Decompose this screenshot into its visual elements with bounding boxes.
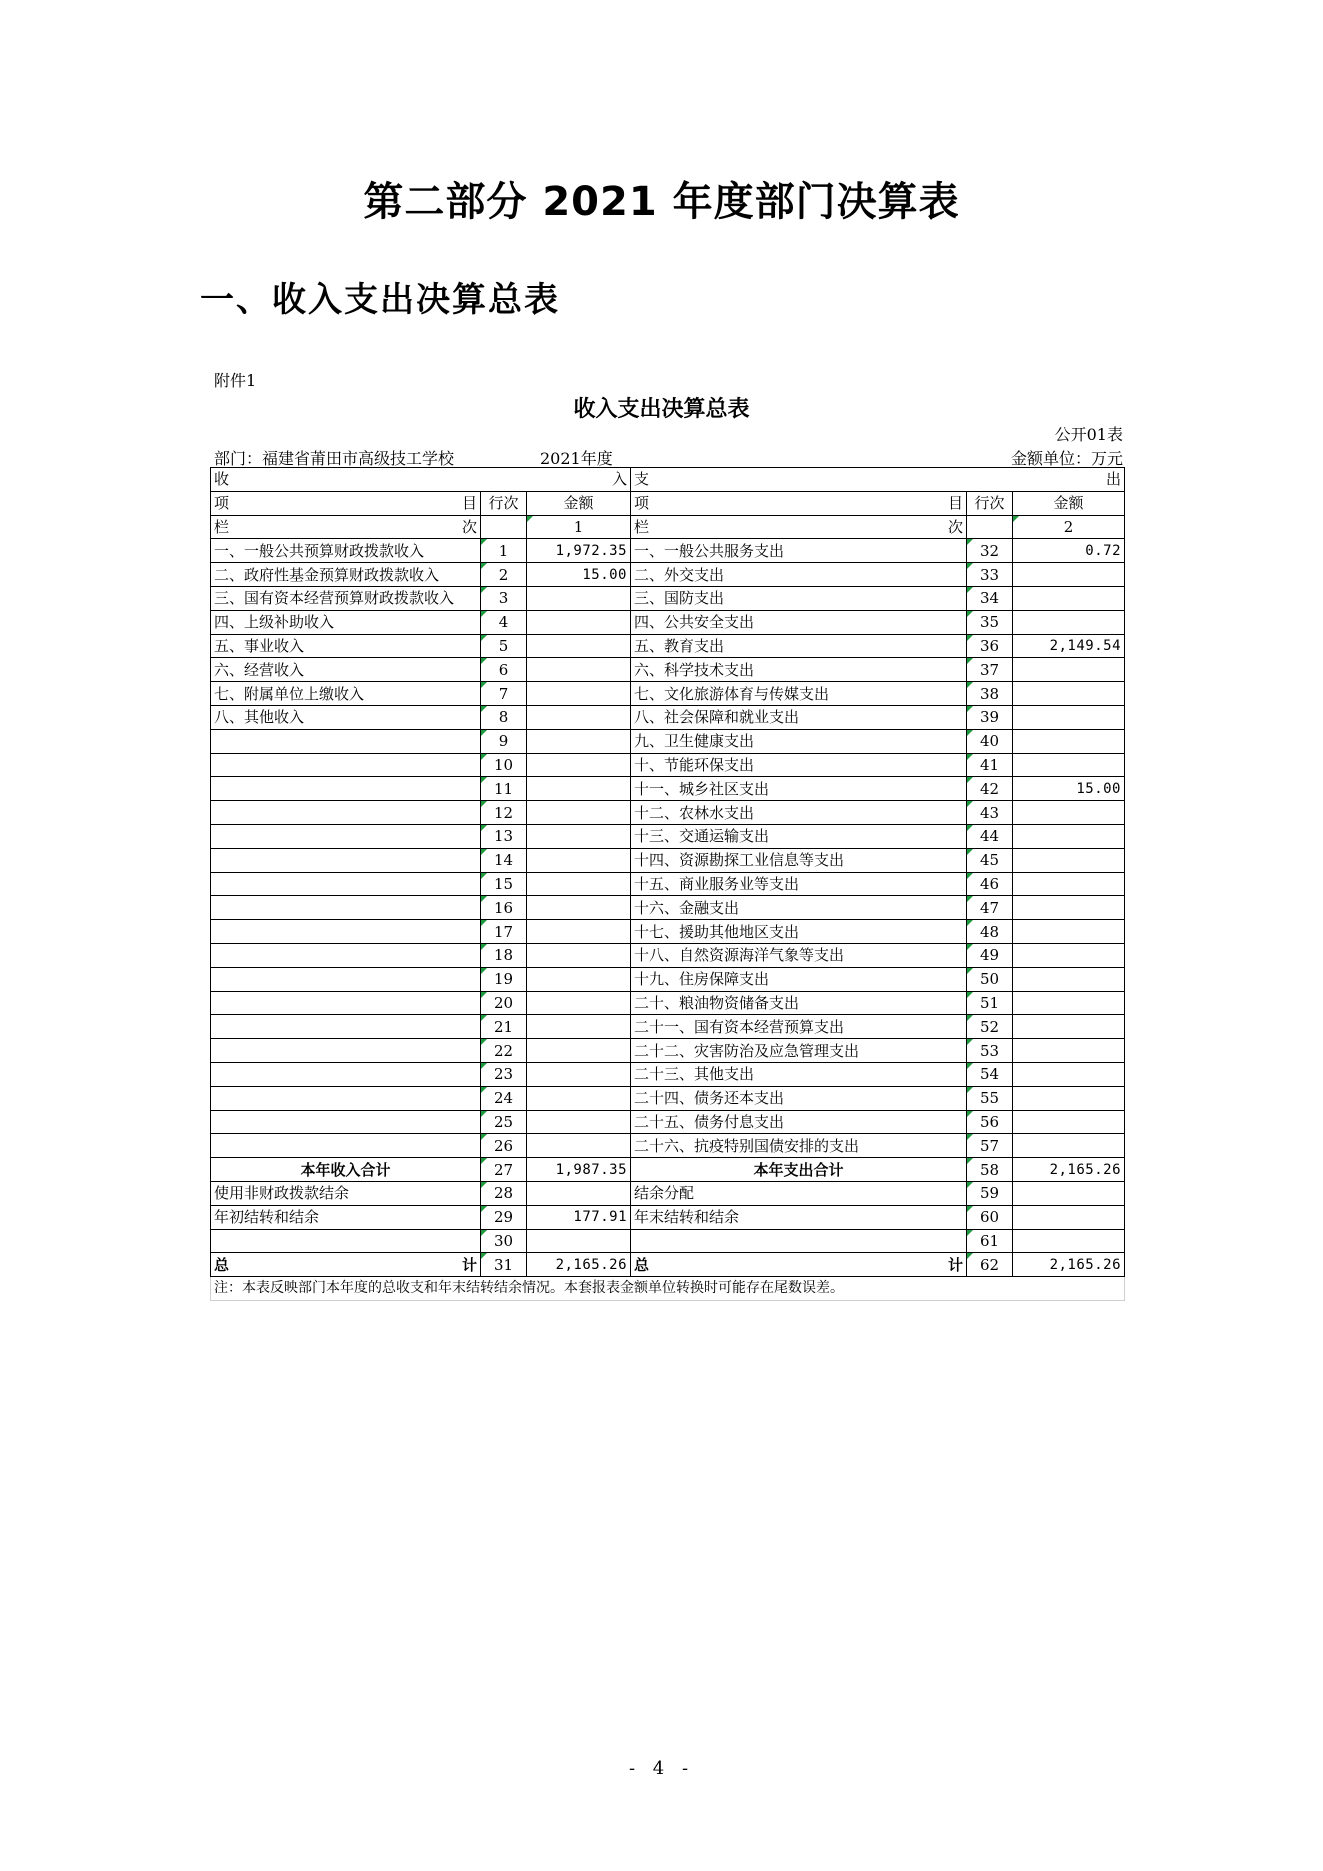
income-row-no: 12 bbox=[481, 801, 527, 825]
income-total-amount: 2,165.26 bbox=[527, 1253, 631, 1277]
income-amount bbox=[527, 801, 631, 825]
item-right-char: 目 bbox=[947, 494, 963, 513]
income-total-row-no: 31 bbox=[481, 1253, 527, 1277]
income-item-label: 五、事业收入 bbox=[211, 634, 481, 658]
expense-item-label: 本年支出合计 bbox=[631, 1158, 967, 1182]
expense-row-no: 61 bbox=[967, 1229, 1013, 1253]
table-row bbox=[211, 1229, 1125, 1253]
income-item-label bbox=[211, 777, 481, 801]
expense-item-label: 十一、城乡社区支出 bbox=[631, 777, 967, 801]
income-item-label: 四、上级补助收入 bbox=[211, 610, 481, 634]
income-row-no: 8 bbox=[481, 705, 527, 729]
form-number: 公开01表 bbox=[1054, 425, 1123, 444]
expense-item-label: 二十六、抗疫特别国债安排的支出 bbox=[631, 1134, 967, 1158]
income-item-label bbox=[211, 967, 481, 991]
expense-item-label: 三、国防支出 bbox=[631, 586, 967, 610]
income-amount bbox=[527, 705, 631, 729]
income-amount bbox=[527, 824, 631, 848]
expense-amount bbox=[1013, 705, 1125, 729]
income-amount bbox=[527, 943, 631, 967]
expense-item-label: 十、节能环保支出 bbox=[631, 753, 967, 777]
income-amount bbox=[527, 920, 631, 944]
income-amount bbox=[527, 848, 631, 872]
income-item-label bbox=[211, 872, 481, 896]
column-right-char: 次 bbox=[461, 517, 477, 536]
expense-amount bbox=[1013, 967, 1125, 991]
expense-item-label: 二十五、债务付息支出 bbox=[631, 1110, 967, 1134]
expense-item-label: 十九、住房保障支出 bbox=[631, 967, 967, 991]
expense-item-label: 一、一般公共服务支出 bbox=[631, 539, 967, 563]
total-right-char: 计 bbox=[461, 1255, 477, 1274]
income-section-header bbox=[211, 468, 631, 492]
expense-amount bbox=[1013, 658, 1125, 682]
income-amount: 177.91 bbox=[527, 1205, 631, 1229]
income-row-no: 16 bbox=[481, 896, 527, 920]
income-row-no: 21 bbox=[481, 1015, 527, 1039]
expense-row-no: 59 bbox=[967, 1181, 1013, 1205]
income-amount bbox=[527, 1181, 631, 1205]
table-row bbox=[211, 1134, 1125, 1158]
expense-item-label: 结余分配 bbox=[631, 1181, 967, 1205]
column-left-char: 栏 bbox=[214, 517, 230, 536]
income-amount: 15.00 bbox=[527, 563, 631, 587]
income-row-no: 13 bbox=[481, 824, 527, 848]
expense-row-no: 48 bbox=[967, 920, 1013, 944]
expense-column-index: 2 bbox=[1013, 515, 1125, 539]
expense-item-label: 十二、农林水支出 bbox=[631, 801, 967, 825]
table-row bbox=[211, 682, 1125, 706]
income-row-no: 23 bbox=[481, 1062, 527, 1086]
expense-item-label: 二十三、其他支出 bbox=[631, 1062, 967, 1086]
income-amount-header: 金额 bbox=[527, 491, 631, 515]
expense-total-amount: 2,165.26 bbox=[1013, 1253, 1125, 1277]
income-amount bbox=[527, 586, 631, 610]
income-item-label bbox=[211, 1039, 481, 1063]
expense-item-label: 十六、金融支出 bbox=[631, 896, 967, 920]
expense-amount bbox=[1013, 920, 1125, 944]
table-title: 收入支出决算总表 bbox=[573, 396, 750, 422]
income-item-label bbox=[211, 824, 481, 848]
expense-amount-header: 金额 bbox=[1013, 491, 1125, 515]
expense-item-label: 七、文化旅游体育与传媒支出 bbox=[631, 682, 967, 706]
income-item-label bbox=[211, 896, 481, 920]
income-amount bbox=[527, 896, 631, 920]
expense-amount bbox=[1013, 1229, 1125, 1253]
income-row-no: 10 bbox=[481, 753, 527, 777]
expense-total-row-no: 62 bbox=[967, 1253, 1013, 1277]
expense-amount: 0.72 bbox=[1013, 539, 1125, 563]
income-amount bbox=[527, 991, 631, 1015]
income-amount bbox=[527, 729, 631, 753]
table-row bbox=[211, 658, 1125, 682]
table-row bbox=[211, 777, 1125, 801]
table-row bbox=[211, 848, 1125, 872]
expense-item-label: 十四、资源勘探工业信息等支出 bbox=[631, 848, 967, 872]
table-row bbox=[211, 896, 1125, 920]
expense-row-no: 42 bbox=[967, 777, 1013, 801]
expense-amount bbox=[1013, 586, 1125, 610]
expense-item-label: 二十四、债务还本支出 bbox=[631, 1086, 967, 1110]
income-row-no: 22 bbox=[481, 1039, 527, 1063]
expense-amount bbox=[1013, 729, 1125, 753]
expense-row-no: 57 bbox=[967, 1134, 1013, 1158]
income-column-index: 1 bbox=[527, 515, 631, 539]
expense-amount bbox=[1013, 1181, 1125, 1205]
expense-amount bbox=[1013, 943, 1125, 967]
expense-row-no: 58 bbox=[967, 1158, 1013, 1182]
expense-item-header bbox=[631, 491, 967, 515]
income-total-label bbox=[211, 1253, 481, 1277]
total-right-char: 计 bbox=[947, 1255, 963, 1274]
income-row-no-header: 行次 bbox=[481, 491, 527, 515]
income-row-no: 30 bbox=[481, 1229, 527, 1253]
header-row-column-index bbox=[211, 515, 1125, 539]
table-row bbox=[211, 729, 1125, 753]
expense-row-no: 39 bbox=[967, 705, 1013, 729]
expense-row-no: 51 bbox=[967, 991, 1013, 1015]
income-item-label bbox=[211, 1086, 481, 1110]
expense-amount bbox=[1013, 896, 1125, 920]
expense-amount bbox=[1013, 1015, 1125, 1039]
income-row-no: 4 bbox=[481, 610, 527, 634]
income-row-no: 24 bbox=[481, 1086, 527, 1110]
table-row bbox=[211, 1015, 1125, 1039]
expense-row-no: 55 bbox=[967, 1086, 1013, 1110]
expense-item-label: 二十二、灾害防治及应急管理支出 bbox=[631, 1039, 967, 1063]
income-item-label bbox=[211, 1110, 481, 1134]
section-title: 一、收入支出决算总表 bbox=[200, 280, 560, 320]
expense-total-label bbox=[631, 1253, 967, 1277]
table-row bbox=[211, 539, 1125, 563]
expense-amount bbox=[1013, 848, 1125, 872]
table-row bbox=[211, 1158, 1125, 1182]
total-left-char: 总 bbox=[214, 1255, 230, 1274]
income-amount: 1,987.35 bbox=[527, 1158, 631, 1182]
expense-row-no: 41 bbox=[967, 753, 1013, 777]
table-note bbox=[211, 1277, 1125, 1301]
expense-row-no: 50 bbox=[967, 967, 1013, 991]
income-amount bbox=[527, 1134, 631, 1158]
expense-amount bbox=[1013, 1086, 1125, 1110]
income-right-char: 入 bbox=[611, 470, 627, 489]
attachment-label: 附件1 bbox=[214, 371, 257, 390]
income-left-char: 收 bbox=[214, 470, 230, 489]
table-row bbox=[211, 705, 1125, 729]
income-row-no: 3 bbox=[481, 586, 527, 610]
expense-amount: 2,149.54 bbox=[1013, 634, 1125, 658]
income-row-no: 9 bbox=[481, 729, 527, 753]
expense-amount: 2,165.26 bbox=[1013, 1158, 1125, 1182]
note-row bbox=[211, 1277, 1125, 1301]
income-amount: 1,972.35 bbox=[527, 539, 631, 563]
expense-item-label: 年末结转和结余 bbox=[631, 1205, 967, 1229]
expense-row-no: 40 bbox=[967, 729, 1013, 753]
income-amount bbox=[527, 1062, 631, 1086]
table-row bbox=[211, 991, 1125, 1015]
footnote: 注：本表反映部门本年度的总收支和年末结转结余情况。本套报表金额单位转换时可能存在尾数误差。 bbox=[211, 1277, 1125, 1301]
income-item-label: 使用非财政拨款结余 bbox=[211, 1181, 481, 1205]
income-amount bbox=[527, 682, 631, 706]
page-title: 第二部分 2021 年度部门决算表 bbox=[363, 179, 960, 225]
expense-amount bbox=[1013, 1110, 1125, 1134]
expense-row-no: 60 bbox=[967, 1205, 1013, 1229]
income-column-label bbox=[211, 515, 481, 539]
income-amount bbox=[527, 1110, 631, 1134]
expense-amount bbox=[1013, 1039, 1125, 1063]
unit-label: 金额单位：万元 bbox=[1010, 449, 1123, 468]
column-right-char: 次 bbox=[947, 517, 963, 536]
income-item-label bbox=[211, 1062, 481, 1086]
expense-row-no: 53 bbox=[967, 1039, 1013, 1063]
expense-row-no: 46 bbox=[967, 872, 1013, 896]
income-item-label: 年初结转和结余 bbox=[211, 1205, 481, 1229]
expense-left-char: 支 bbox=[634, 470, 650, 489]
expense-row-no: 38 bbox=[967, 682, 1013, 706]
income-item-label bbox=[211, 1229, 481, 1253]
total-row bbox=[211, 1253, 1125, 1277]
income-item-label bbox=[211, 801, 481, 825]
income-row-no: 14 bbox=[481, 848, 527, 872]
expense-amount bbox=[1013, 1205, 1125, 1229]
income-amount bbox=[527, 658, 631, 682]
income-row-no: 17 bbox=[481, 920, 527, 944]
income-amount bbox=[527, 610, 631, 634]
income-row-no: 6 bbox=[481, 658, 527, 682]
expense-amount bbox=[1013, 872, 1125, 896]
expense-item-label: 十五、商业服务业等支出 bbox=[631, 872, 967, 896]
expense-column-blank bbox=[967, 515, 1013, 539]
expense-row-no: 54 bbox=[967, 1062, 1013, 1086]
expense-item-label bbox=[631, 1229, 967, 1253]
income-item-label: 三、国有资本经营预算财政拨款收入 bbox=[211, 586, 481, 610]
expense-row-no: 44 bbox=[967, 824, 1013, 848]
department-label: 部门：福建省莆田市高级技工学校 bbox=[214, 449, 455, 468]
income-item-label: 二、政府性基金预算财政拨款收入 bbox=[211, 563, 481, 587]
income-row-no: 11 bbox=[481, 777, 527, 801]
table-row bbox=[211, 610, 1125, 634]
table-row bbox=[211, 586, 1125, 610]
expense-item-label: 五、教育支出 bbox=[631, 634, 967, 658]
table-body bbox=[211, 539, 1125, 1158]
income-row-no: 27 bbox=[481, 1158, 527, 1182]
expense-item-label: 八、社会保障和就业支出 bbox=[631, 705, 967, 729]
income-column-blank bbox=[481, 515, 527, 539]
income-amount bbox=[527, 1039, 631, 1063]
income-item-label: 一、一般公共预算财政拨款收入 bbox=[211, 539, 481, 563]
income-row-no: 15 bbox=[481, 872, 527, 896]
expense-amount bbox=[1013, 1134, 1125, 1158]
income-item-label: 八、其他收入 bbox=[211, 705, 481, 729]
income-item-label bbox=[211, 943, 481, 967]
income-item-label bbox=[211, 848, 481, 872]
expense-amount bbox=[1013, 610, 1125, 634]
income-row-no: 18 bbox=[481, 943, 527, 967]
income-row-no: 25 bbox=[481, 1110, 527, 1134]
income-row-no: 20 bbox=[481, 991, 527, 1015]
income-row-no: 19 bbox=[481, 967, 527, 991]
expense-row-no: 33 bbox=[967, 563, 1013, 587]
table-row bbox=[211, 824, 1125, 848]
expense-row-no: 52 bbox=[967, 1015, 1013, 1039]
income-item-label bbox=[211, 729, 481, 753]
table-row bbox=[211, 1205, 1125, 1229]
expense-row-no: 34 bbox=[967, 586, 1013, 610]
expense-section-header bbox=[631, 468, 1125, 492]
expense-row-no: 43 bbox=[967, 801, 1013, 825]
expense-column-label bbox=[631, 515, 967, 539]
table-row bbox=[211, 634, 1125, 658]
table-row bbox=[211, 872, 1125, 896]
income-amount bbox=[527, 1229, 631, 1253]
table-summary bbox=[211, 1158, 1125, 1253]
item-left-char: 项 bbox=[634, 494, 650, 513]
expense-amount bbox=[1013, 753, 1125, 777]
income-expense-table bbox=[210, 467, 1125, 1301]
expense-item-label: 十八、自然资源海洋气象等支出 bbox=[631, 943, 967, 967]
expense-row-no: 37 bbox=[967, 658, 1013, 682]
expense-amount bbox=[1013, 824, 1125, 848]
income-amount bbox=[527, 967, 631, 991]
expense-row-no: 47 bbox=[967, 896, 1013, 920]
income-row-no: 5 bbox=[481, 634, 527, 658]
income-row-no: 29 bbox=[481, 1205, 527, 1229]
income-amount bbox=[527, 1015, 631, 1039]
expense-amount bbox=[1013, 991, 1125, 1015]
table-row bbox=[211, 1039, 1125, 1063]
header-row-columns bbox=[211, 491, 1125, 515]
income-item-label: 本年收入合计 bbox=[211, 1158, 481, 1182]
year-label: 2021年度 bbox=[540, 449, 613, 468]
expense-row-no: 36 bbox=[967, 634, 1013, 658]
column-left-char: 栏 bbox=[634, 517, 650, 536]
expense-item-label: 十三、交通运输支出 bbox=[631, 824, 967, 848]
income-row-no: 2 bbox=[481, 563, 527, 587]
income-row-no: 26 bbox=[481, 1134, 527, 1158]
expense-right-char: 出 bbox=[1105, 470, 1121, 489]
table-total bbox=[211, 1253, 1125, 1277]
income-item-label: 七、附属单位上缴收入 bbox=[211, 682, 481, 706]
total-left-char: 总 bbox=[634, 1255, 650, 1274]
expense-amount bbox=[1013, 801, 1125, 825]
expense-row-no: 32 bbox=[967, 539, 1013, 563]
table-row bbox=[211, 1062, 1125, 1086]
expense-item-label: 九、卫生健康支出 bbox=[631, 729, 967, 753]
table-row bbox=[211, 967, 1125, 991]
income-item-label bbox=[211, 1134, 481, 1158]
income-amount bbox=[527, 634, 631, 658]
table-row bbox=[211, 563, 1125, 587]
income-amount bbox=[527, 753, 631, 777]
table-row bbox=[211, 753, 1125, 777]
expense-row-no: 56 bbox=[967, 1110, 1013, 1134]
income-item-header bbox=[211, 491, 481, 515]
table-row bbox=[211, 1110, 1125, 1134]
item-left-char: 项 bbox=[214, 494, 230, 513]
table-row bbox=[211, 801, 1125, 825]
income-row-no: 7 bbox=[481, 682, 527, 706]
expense-amount bbox=[1013, 682, 1125, 706]
expense-row-no: 49 bbox=[967, 943, 1013, 967]
expense-item-label: 十七、援助其他地区支出 bbox=[631, 920, 967, 944]
expense-item-label: 二十、粮油物资储备支出 bbox=[631, 991, 967, 1015]
table-row bbox=[211, 920, 1125, 944]
income-item-label: 六、经营收入 bbox=[211, 658, 481, 682]
income-item-label bbox=[211, 920, 481, 944]
income-item-label bbox=[211, 1015, 481, 1039]
income-item-label bbox=[211, 991, 481, 1015]
budget-table-wrapper bbox=[210, 467, 1124, 1301]
income-item-label bbox=[211, 753, 481, 777]
income-row-no: 1 bbox=[481, 539, 527, 563]
expense-row-no: 45 bbox=[967, 848, 1013, 872]
income-amount bbox=[527, 1086, 631, 1110]
expense-item-label: 四、公共安全支出 bbox=[631, 610, 967, 634]
expense-amount: 15.00 bbox=[1013, 777, 1125, 801]
expense-item-label: 二十一、国有资本经营预算支出 bbox=[631, 1015, 967, 1039]
table-row bbox=[211, 1181, 1125, 1205]
table-row bbox=[211, 1086, 1125, 1110]
expense-row-no-header: 行次 bbox=[967, 491, 1013, 515]
income-row-no: 28 bbox=[481, 1181, 527, 1205]
income-amount bbox=[527, 777, 631, 801]
item-right-char: 目 bbox=[461, 494, 477, 513]
table-row bbox=[211, 943, 1125, 967]
income-amount bbox=[527, 872, 631, 896]
page-number: - 4 - bbox=[628, 1758, 695, 1779]
expense-item-label: 二、外交支出 bbox=[631, 563, 967, 587]
expense-item-label: 六、科学技术支出 bbox=[631, 658, 967, 682]
expense-row-no: 35 bbox=[967, 610, 1013, 634]
expense-amount bbox=[1013, 563, 1125, 587]
header-row-section bbox=[211, 468, 1125, 492]
expense-amount bbox=[1013, 1062, 1125, 1086]
